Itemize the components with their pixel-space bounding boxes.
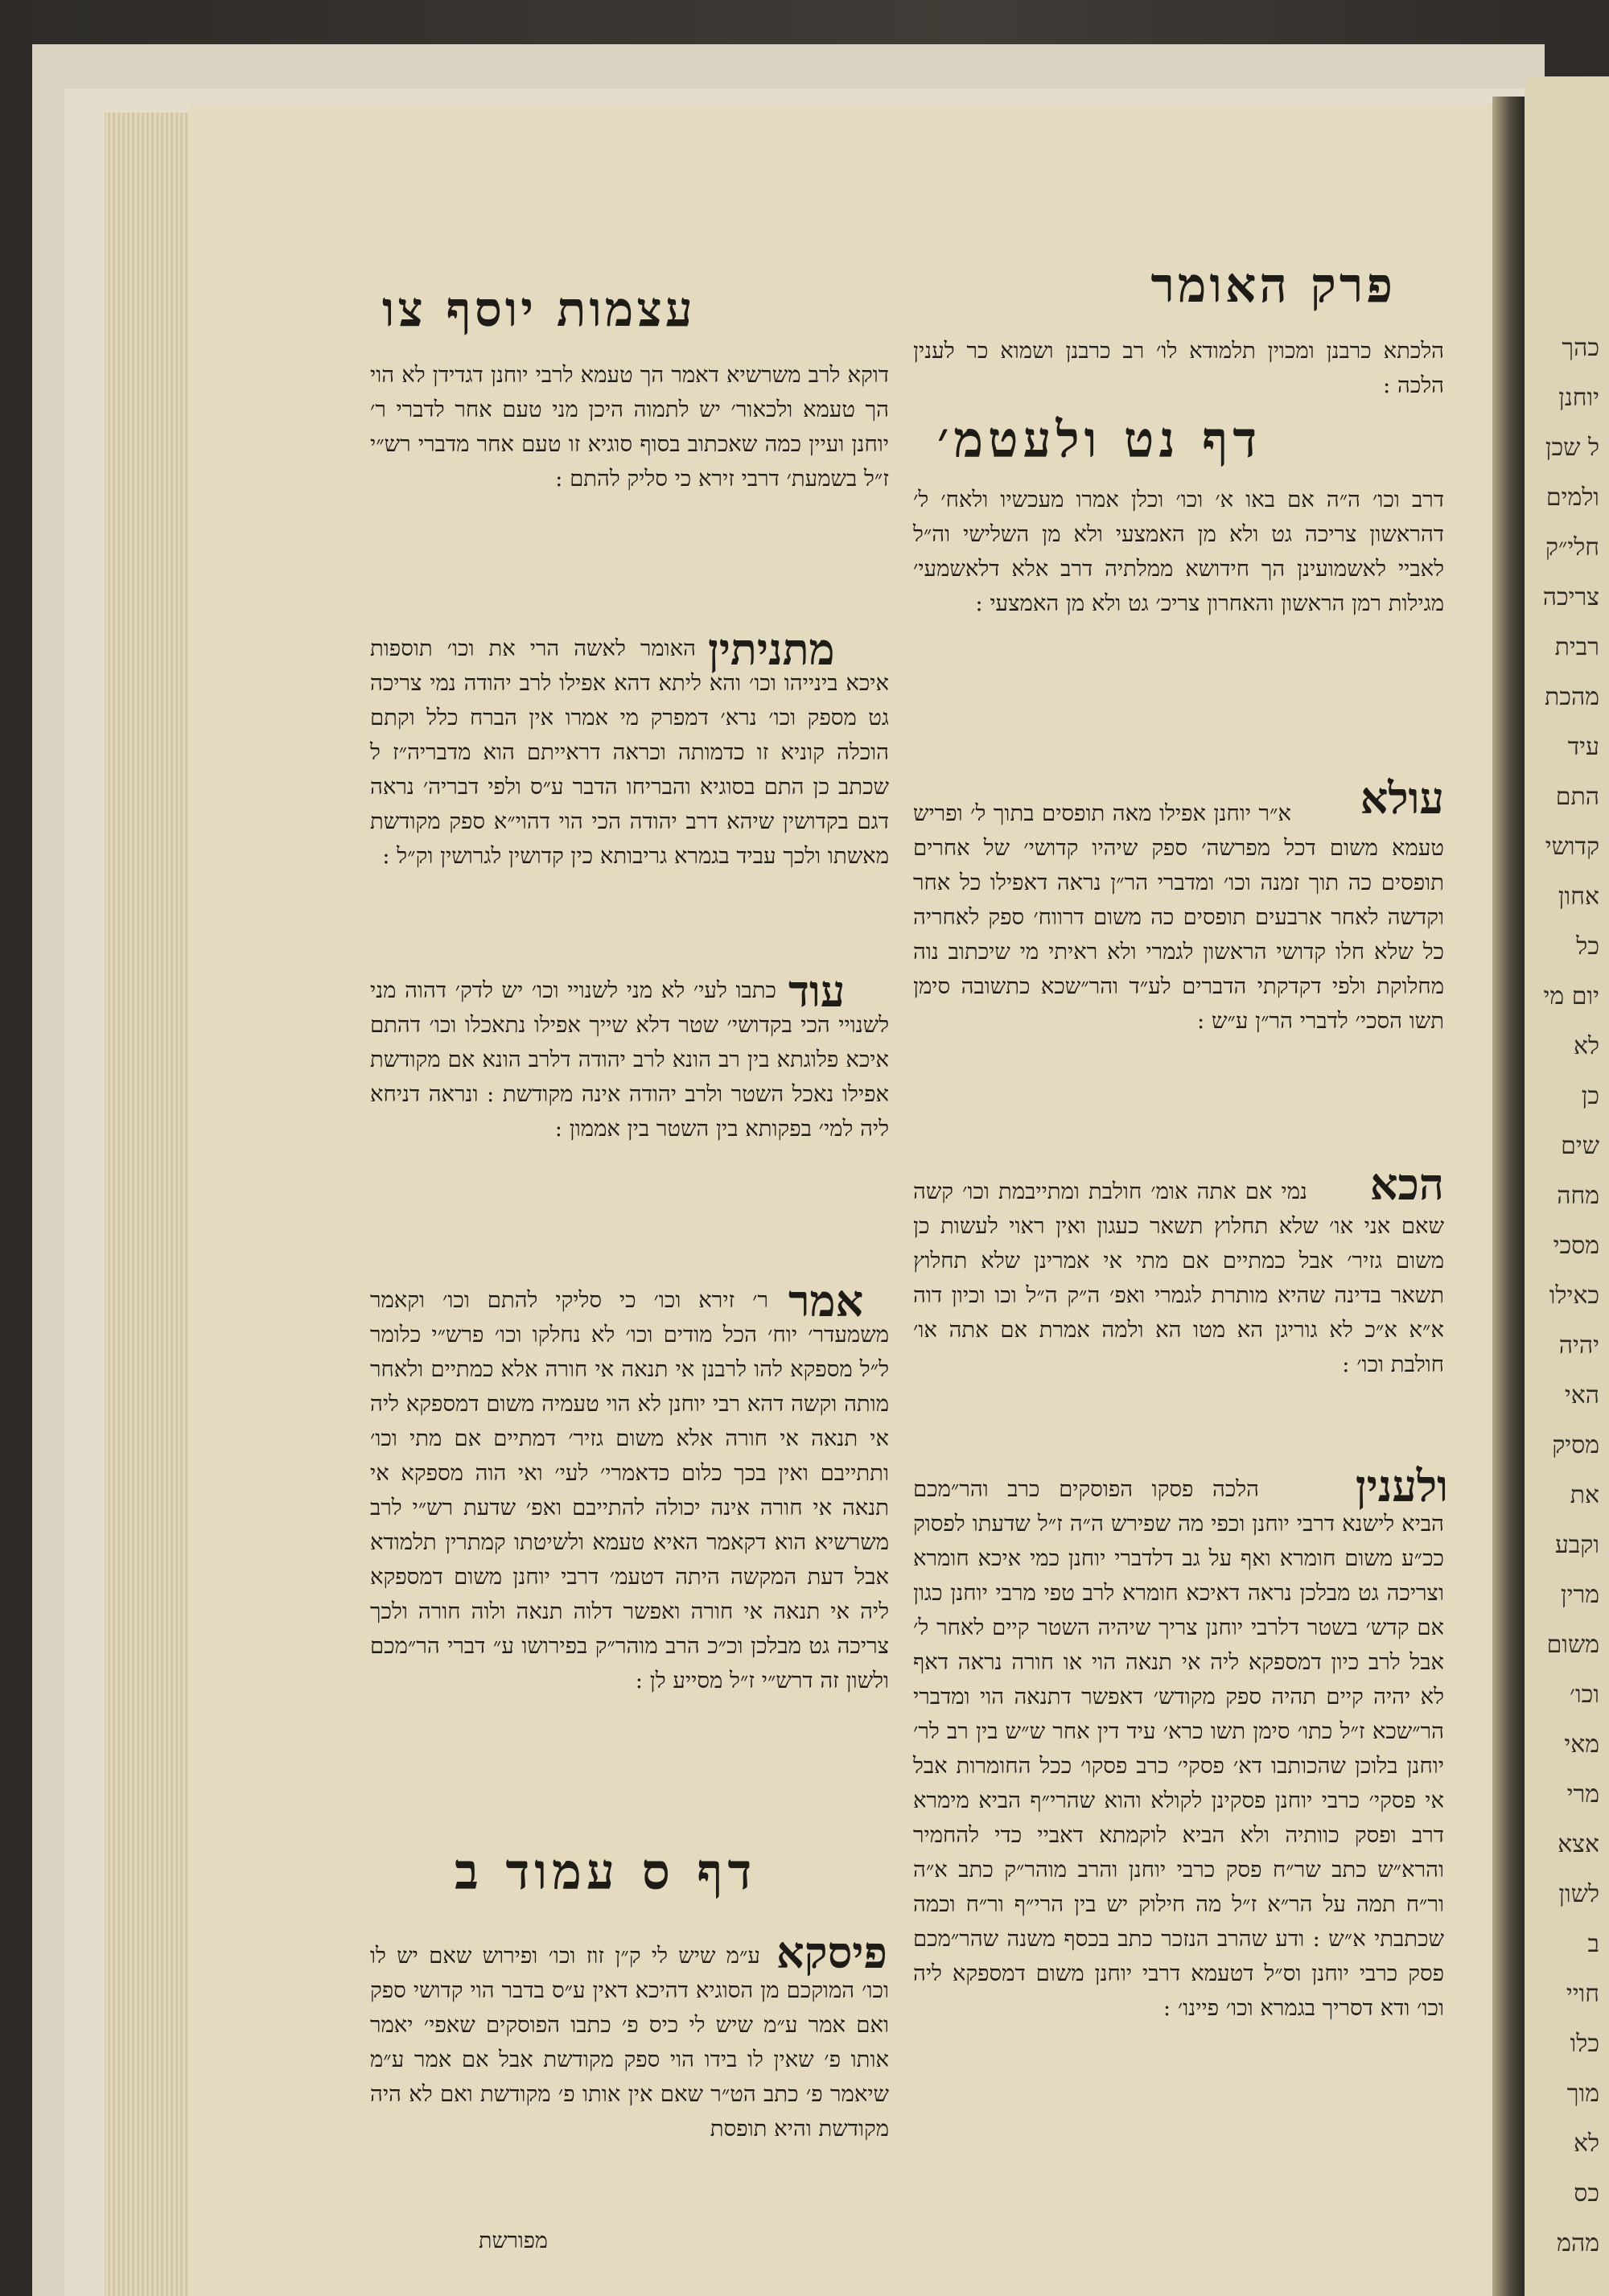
facing-page-word: מהמ — [1557, 2229, 1599, 2257]
facing-page-word: את — [1570, 1481, 1599, 1509]
right-section-1-text: דרב וכו׳ ה״ה אם באו א׳ וכו׳ וכלן אמרו מעכשיו ולאח׳ ל׳ דהראשון צריכה גט ולא מן האמצעי ולא מן השלישי וה״ל לאביי לאשמועינן הך חידושא ממלתיה דרב אלא דלאשמעי׳ מגילות רמן הראשון והאחרון צריכ׳ גט ולא מן האמצעי : — [913, 487, 1444, 616]
facing-page-word: רבית — [1554, 633, 1599, 661]
right-section-1 — [913, 483, 1444, 621]
left-section-2 — [370, 973, 889, 1146]
running-header-left: עצמות יוסף צו — [382, 282, 696, 338]
facing-page-word: שים — [1561, 1132, 1599, 1160]
facing-page-word: חויי — [1566, 1980, 1599, 2008]
facing-page-word: יום מי — [1543, 982, 1599, 1010]
right-section-4 — [913, 1472, 1444, 2026]
left-section-3-text: ר׳ זירא וכו׳ כי סליקי להתם וכו׳ וקאמר משמעדר׳ יוח׳ הכל מודים וכו׳ לא נחלקו וכו׳ פרש״י כלומר ל״ל מספקא להו לרבנן אי תנאה אי חורה אלא כמתיים ולאחר מותה וקשה דהא רבי יוחנן לא הוי טעמיה משום דמספקא ליה אי תנאה אי חורה אלא משום גזיר׳ דמתיים אם מתי וכו׳ ותתייבם ואין בכך כלום כדאמרי׳ לעי׳ ואי הוה מספקא אי תנאה אי חורה אינה יכולה להתייבם ואפ׳ שדעת רש״י לרב משרשיא הוא דקאמר האיא טעמא ולשיטתו קמתרין תלמודא אבל דעת המקשה היתה דטעמ׳ דרבי יוחנן משום דמספקא ליה אי תנאה אי חורה ואפשר דלוה תנאה ולוה חורה ולכך צריכה גט מבלכן וכ״כ הרב מוהר״ק בפירושו ע״ דברי הר״מכם ולשון זה דרש״י ז״ל מסייע לן : — [370, 1287, 889, 1693]
facing-page-word: וכו׳ — [1570, 1681, 1599, 1709]
facing-page-word: כל — [1576, 932, 1599, 961]
facing-page-word: אחון — [1558, 883, 1599, 911]
right-daf-heading: דף נט ולעטמ׳ — [937, 410, 1262, 469]
facing-page-word: כלו — [1570, 2030, 1599, 2058]
psak-text: ע״מ שיש לי ק״ן זוז וכו׳ ופירוש שאם יש לו וכו׳ המוקכם מן הסוגיא דהיכא דאין ע״ס בדבר הוי קדושי ספק ואם אמר ע״מ שיש לי כיס פ׳ כתבו הפוסקים שאפי׳ יאמר אותו פ׳ שאין לו בידו הוי ספק מקודשת אבל אם אמר ע״מ שיאמר פ׳ כתב הט״ר שאם אין אותו פ׳ מקודשת ואם לא היה מקודשת והיא תופסת — [370, 1943, 889, 2142]
catchword: מפורשת — [479, 2228, 548, 2253]
book-gutter — [1492, 97, 1525, 2296]
book-page — [189, 105, 1516, 2296]
right-section-2-text: א״ר יוחנן אפילו מאה תופסים בתוך ל׳ ופריש טעמא משום דכל מפרשה׳ ספק שיהיו קדושי׳ של אחרים תופסים כה תוך זמנה וכו׳ ומדברי הר״ן נראה דאפילו כל אחר וקדשה לאחר ארבעים תופסים כה משום דרווח׳ ספק לאחריה כל שלא חלו קדושי הראשון לגמרי ולא ראיתי מי שיכתוב נוה מחלוקת ולפי דקדקתי הדברים לע״ד והר״שכא כתשובה סימן תשו הסכי׳ לדברי הר״ן ע״ש : — [913, 800, 1444, 1034]
psak-section — [370, 1939, 889, 2146]
facing-page-word: מסיק — [1552, 1431, 1599, 1459]
facing-page-word: משום — [1546, 1631, 1599, 1659]
facing-page-word: כס — [1574, 2179, 1599, 2208]
right-section-4-lemma: ולענין — [1355, 1460, 1448, 1512]
facing-page-word: וקבע — [1554, 1531, 1599, 1559]
right-section-3-text: נמי אם אתה אומ׳ חולבת ומתייבמת וכו׳ קשה שאם אני או׳ שלא תחלוץ תשאר כעגון ואין ראוי לעשות כן משום גזיר׳ אבל כמתיים אם מתי אי אמרינן שלא תחלוץ תשאר בדינה שהיא מותרת לגמרי ואפ׳ ה״ק ה״ל וכו וכיון דוה א״א א״כ לא גוריגן הא מטו הא ולמה אמרת אם אתה או׳ חולבת וכו׳ : — [913, 1179, 1444, 1377]
facing-page-word: אצא — [1558, 1830, 1599, 1858]
facing-page-word: לא — [1573, 2129, 1599, 2158]
facing-page-word: ולמים — [1545, 483, 1599, 512]
facing-page-fragment — [1525, 76, 1609, 2296]
left-section-1-lemma: מתניתין — [708, 623, 835, 675]
facing-page-word: לא — [1573, 1032, 1599, 1060]
facing-page-word: מאי — [1564, 1730, 1599, 1759]
facing-page-word: קדושי — [1545, 833, 1599, 861]
left-daf-heading: דף ס עמוד ב — [455, 1842, 757, 1901]
psak-lemma: פיסקא — [776, 1927, 887, 1978]
left-section-2-lemma: עוד — [788, 965, 846, 1017]
right-section-4-text: הלכה פסקו הפוסקים כרב והר״מכם הביא לישנא דרבי יוחנן וכפי מה שפירש ה״ה ז״ל שדעתו לפסוק ככ״ע משום חומרא ואף על גב דלדברי יוחנן כמי איכא חומרא וצריכה גט מבלכן נראה דאיכא חומרא לרב טפי מרבי יוחנן כגון אם קדש׳ בשטר דלרבי יוחנן צריך שיהיה השטר קיים לאחר ל׳ אבל לרב כיון דמספקא ליה אי תנאה הוי או חורה נראה דאף לא יהיה קיים תהיה ספק מקודש׳ דאפשר דתנאה הוי ומדברי הר״שכא ז״ל כתו׳ סימן תשו כרא׳ עיד דין אחר ש״ש בין רב לר׳ יוחנן בלוכן שהכותבו דא׳ פסקי׳ כרב פסקו׳ ככל החומרות אבל אי פסקי׳ כרבי יוחנן פסקינן לקולא והוא שהרי״ף הביא מימרא דרב ופסק כוותיה ולא הביא לוקמתא דאביי כדי להחמיר והרא״ש כתב שר״ח פסק כרבי יוחנן והרב מוהר״ק כתב א״ה ור״ח תמה על הר״א ז״ל מה חילוק יש בין הרי״ף ור״ח וכמה שכתבתי א״ש : ודע שהרב הנזכר כתב בכסף משנה שהר״מכם פסק כרבי יוחנן וס״ל דטעמא דרבי יוחנן משום דמספקא ליה וכו׳ ודא דסריך בגמרא וכו׳ פיינו׳ : — [913, 1476, 1444, 2021]
facing-page-word: כן — [1581, 1082, 1599, 1110]
facing-page-word: ל שכן — [1545, 434, 1599, 462]
facing-page-word: מרי — [1566, 1780, 1599, 1808]
facing-page-word: התם — [1555, 783, 1599, 811]
right-column-intro: הלכתא כרבנן ומכוין תלמודא לו׳ רב כרבנן ושמוא כר לענין הלכה : — [913, 338, 1444, 398]
page-stack-edge — [105, 113, 193, 2296]
facing-page-word: ב — [1587, 1930, 1599, 1958]
facing-page-word: מהכת — [1545, 683, 1599, 711]
facing-page-word: יוחנן — [1558, 384, 1599, 412]
facing-page-word: לשון — [1558, 1880, 1599, 1908]
facing-page-word: כהך — [1562, 334, 1599, 362]
facing-page-word: יהיה — [1558, 1331, 1599, 1360]
facing-page-word: מוך — [1566, 2080, 1599, 2108]
right-section-2 — [913, 796, 1444, 1039]
left-section-1-text: האומר לאשה הרי את וכו׳ תוספות איכא בינייהו וכו׳ והא ליתא דהא אפילו לרב יהודה נמי צריכה גט מספק וכו׳ נרא׳ דמפרק מי אמרו אין הברח כלל וקתם הוכלה קוניא זו כדמותה וכראה דראייתם הוא מדבריה״ז ל שכתב כן התם בסוגיא והבריחו הדבר ע״ס ולפי דבריה׳ נראה דגם בקדושין שיהא דרב יהודה הכי הוי דהוי״א ספק מקודשת מאשתו ולכך עביד בגמרא גריבותא כין קדושין לגרושין וק״ל : — [370, 636, 889, 869]
left-column-opening: דוקא לרב משרשיא דאמר הך טעמא לרבי יוחנן דגדידן לא הוי הך טעמא ולכאור׳ יש לתמוה היכן מני טעם אחר לדברי ר׳ יוחנן ועיין כמה שאכתוב בסוף סוגיא זו טעם אחר מדברי רש״י ז״ל בשמעת׳ דרבי זירא כי סליק להתם : — [370, 362, 889, 492]
right-section-3 — [913, 1175, 1444, 1382]
facing-page-word: מרין — [1560, 1581, 1599, 1609]
left-section-1 — [370, 632, 889, 874]
facing-page-word: חלי״ק — [1545, 533, 1599, 562]
facing-page-word: כאילו — [1549, 1282, 1599, 1310]
left-section-2-text: כתבו לעי׳ לא מני לשנויי וכו׳ יש לדק׳ דהוה מני לשנויי הכי בקדושי׳ שטר דלא שייך אפילו נתאכלו וכו׳ דהתם איכא פלוגתא בין רב הונא לרב יהודה דלרב הונא אם מקודשת אפילו נאכל השטר ולרב יהודה אינה מקודשת : ונראה דניחא ליה למי׳ בפקותא בין השטר בין אממון : — [370, 977, 889, 1142]
right-section-2-lemma: עולא — [1360, 772, 1444, 824]
left-section-3 — [370, 1283, 889, 1698]
facing-page-word: האי — [1564, 1381, 1599, 1409]
facing-page-word: מחה — [1557, 1182, 1599, 1210]
facing-page-word: צריכה — [1542, 583, 1599, 611]
facing-page-word: עיד — [1567, 733, 1599, 761]
facing-page-word: מסכי — [1553, 1232, 1599, 1260]
running-header-right: פרק האומר — [1150, 257, 1396, 314]
left-section-3-lemma: אמר — [788, 1275, 864, 1327]
right-section-3-lemma: הכא — [1369, 1158, 1444, 1210]
